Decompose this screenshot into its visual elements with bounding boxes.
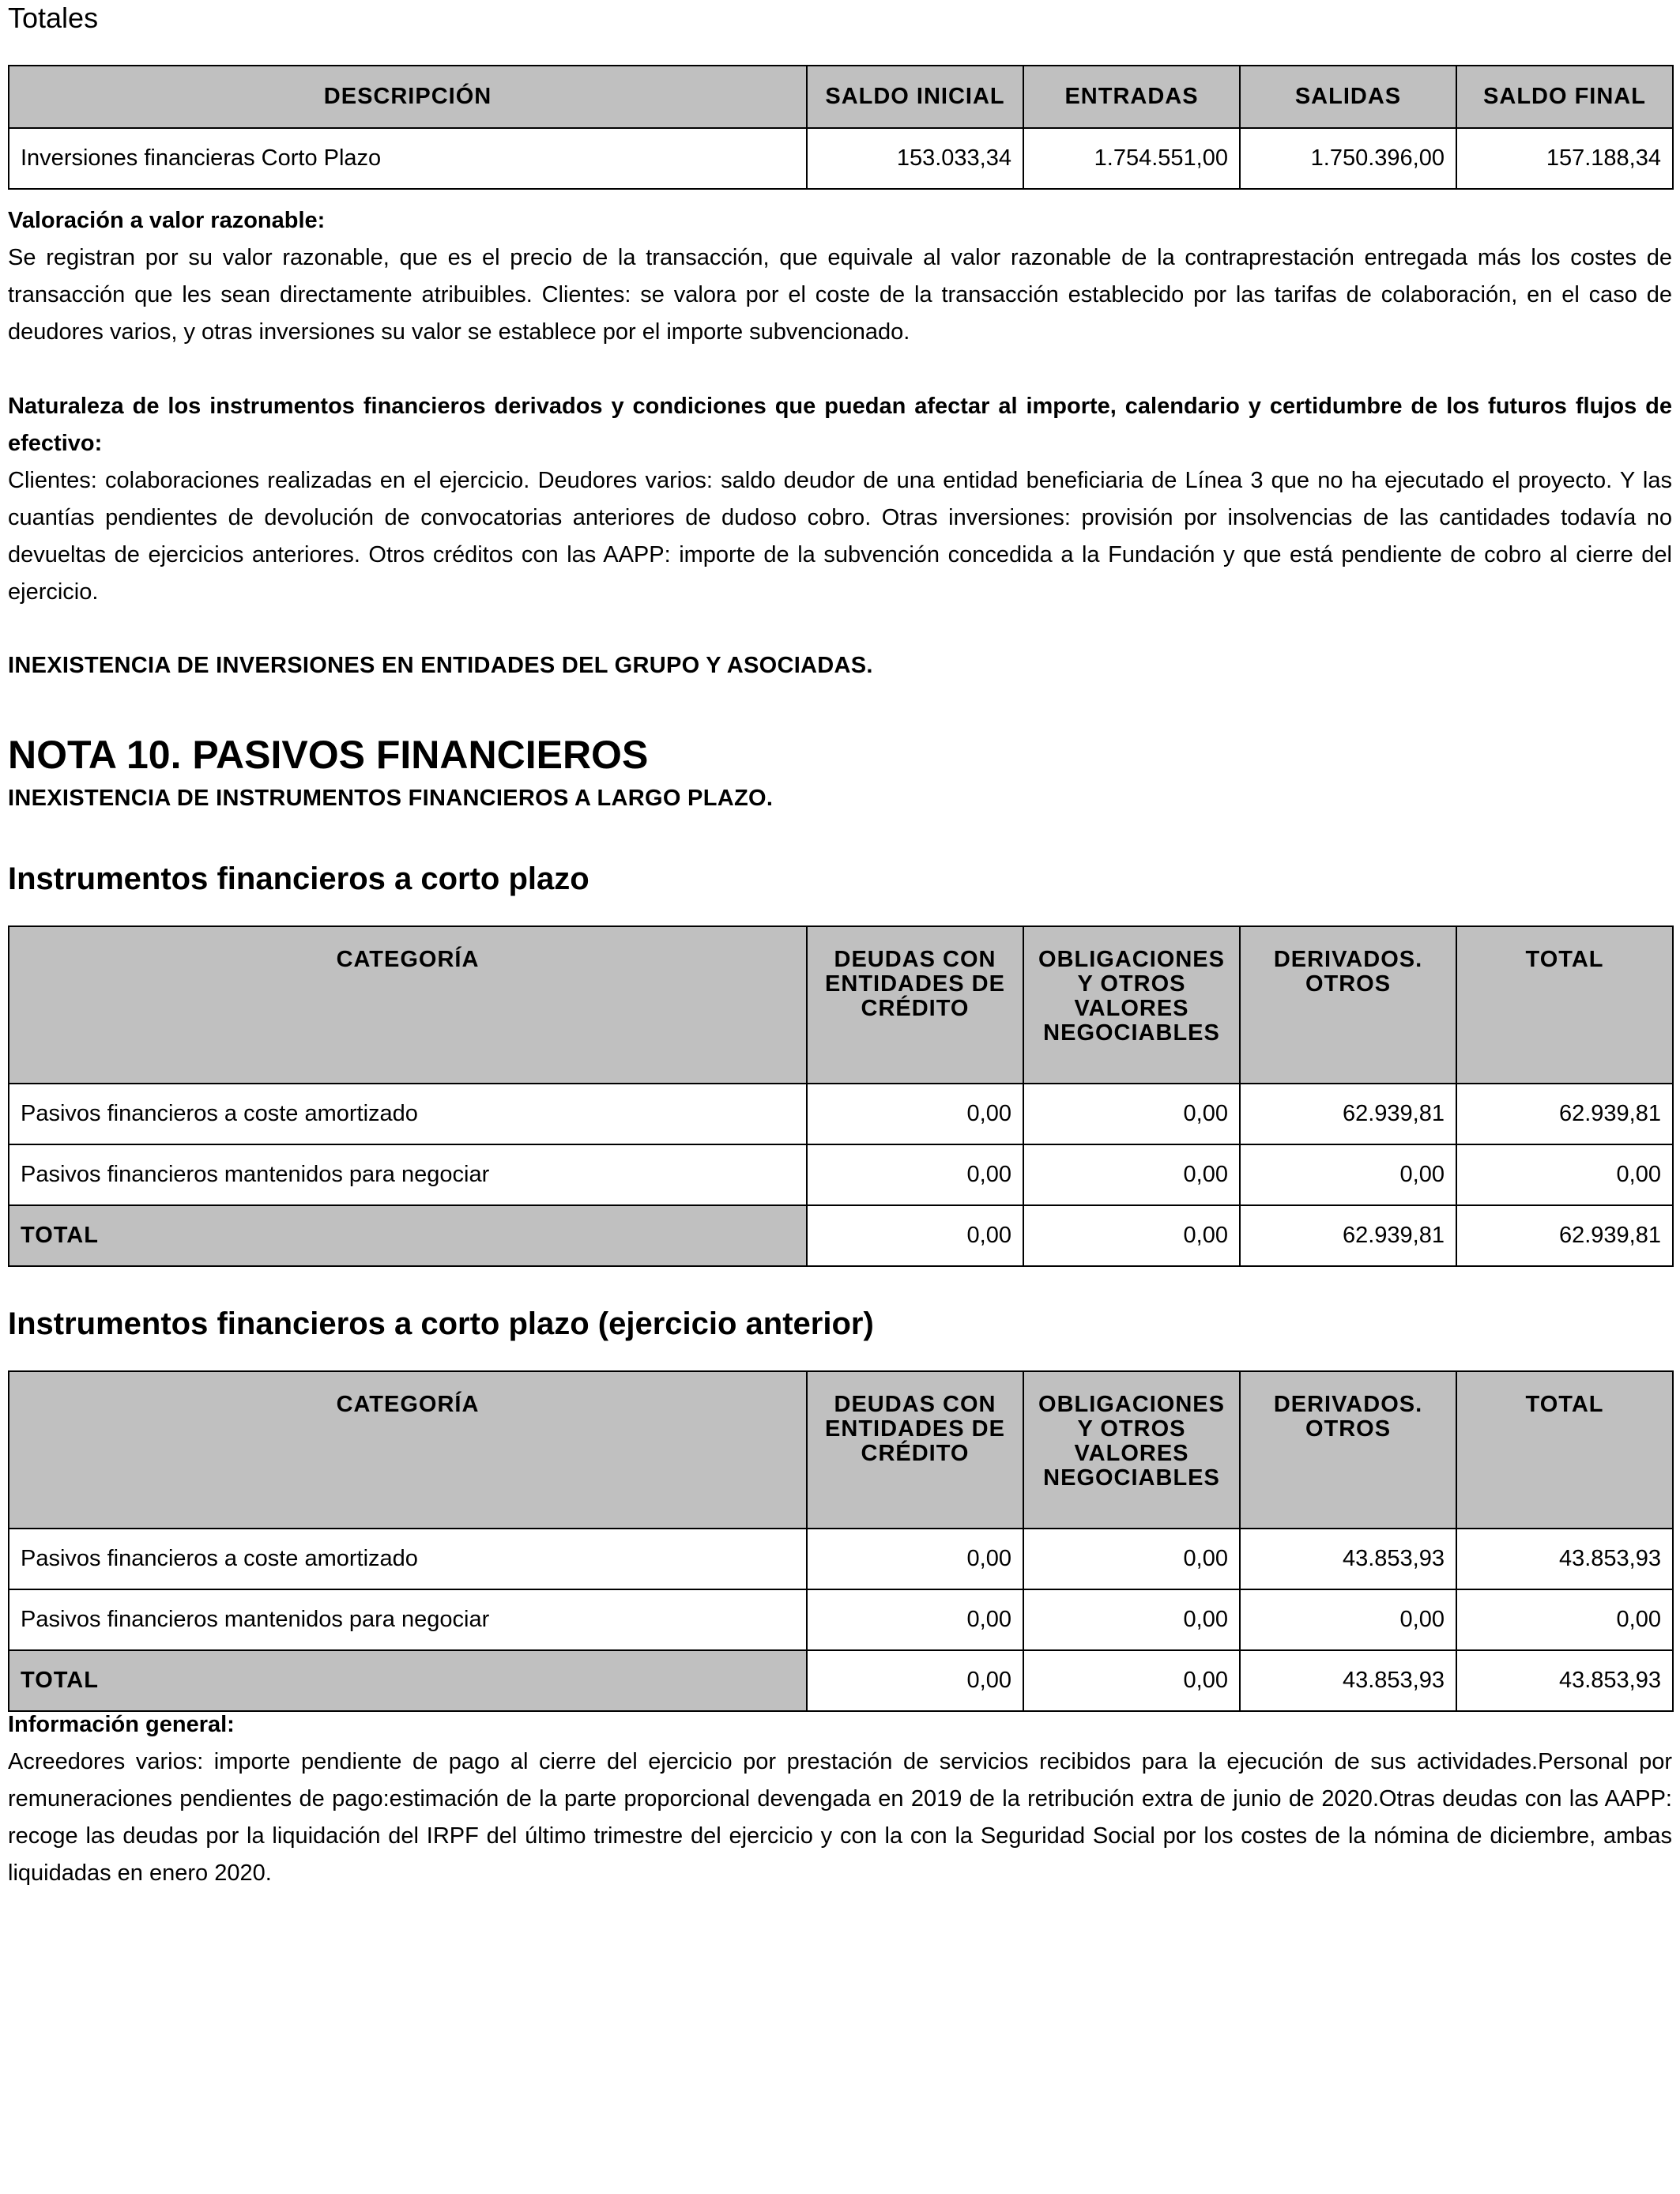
row-label: Pasivos financieros a coste amortizado [9, 1529, 807, 1589]
info-general-section [8, 1706, 1672, 1892]
cell-value: 0,00 [1240, 1144, 1456, 1205]
cell-value: 1.754.551,00 [1023, 128, 1240, 189]
cell-value: 0,00 [807, 1084, 1023, 1144]
cell-value: 0,00 [1023, 1589, 1240, 1650]
naturaleza-body: Clientes: colaboraciones realizadas en el ejercicio. Deudores varios: saldo deudor de una entidad beneficiaria de Línea 3 que no ha ejecutado el proyecto. Y las cuantías pendientes de devolución de convocatorias anteriores de dudoso cobro. Otras inversiones: provisión por insolvencias de las cantidades todavía no devueltas de ejercicios anteriores. Otros créditos con las AAPP: importe de la subvención concedida a la Fundación y que está pendiente de cobro al cierre del ejercicio. [8, 468, 1672, 605]
cell-value: 0,00 [1023, 1650, 1240, 1711]
cell-value: 157.188,34 [1456, 128, 1673, 189]
valoracion-body: Se registran por su valor razonable, que es el precio de la transacción, que equivale al valor razonable de la contraprestación entregada más los costes de transacción que les sean directamente atribuibles. Clientes: se valora por el coste de la transacción establecido por las tarifas de colaboración, en el caso de deudores varios, y otras inversiones su valor se establece por el importe subvencionado. [8, 245, 1672, 345]
corto-plazo-anterior-title: Instrumentos financieros a corto plazo (ejercicio anterior) [8, 1306, 874, 1341]
header-cell: DERIVADOS. OTROS [1240, 1371, 1456, 1529]
header-cell: SALDO FINAL [1456, 66, 1673, 128]
row-label: Inversiones financieras Corto Plazo [9, 128, 807, 189]
table-row [9, 1529, 1673, 1589]
table-row [9, 1144, 1673, 1205]
nota10-title: NOTA 10. PASIVOS FINANCIEROS [8, 733, 649, 777]
corto-plazo-anterior-table [8, 1370, 1674, 1712]
table-row [9, 128, 1673, 189]
header-cell: DERIVADOS. OTROS [1240, 926, 1456, 1084]
section-title-totales: Totales [8, 2, 99, 34]
cell-value: 0,00 [807, 1589, 1023, 1650]
row-label: Pasivos financieros a coste amortizado [9, 1084, 807, 1144]
naturaleza-section [8, 388, 1672, 611]
cell-value: 62.939,81 [1240, 1205, 1456, 1266]
cell-value: 0,00 [1456, 1144, 1673, 1205]
cell-value: 0,00 [1023, 1529, 1240, 1589]
table-header-row [9, 1371, 1673, 1529]
cell-value: 62.939,81 [1456, 1205, 1673, 1266]
cell-value: 62.939,81 [1240, 1084, 1456, 1144]
total-label: TOTAL [9, 1205, 807, 1266]
header-cell: CATEGORÍA [9, 926, 807, 1084]
inexistencia-lp-note: INEXISTENCIA DE INSTRUMENTOS FINANCIEROS A LARGO PLAZO. [8, 786, 774, 811]
cell-value: 43.853,93 [1456, 1529, 1673, 1589]
cell-value: 62.939,81 [1456, 1084, 1673, 1144]
header-cell: DEUDAS CON ENTIDADES DE CRÉDITO [807, 926, 1023, 1084]
cell-value: 153.033,34 [807, 128, 1023, 189]
header-cell: OBLIGACIONES Y OTROS VALORES NEGOCIABLES [1023, 926, 1240, 1084]
corto-plazo-title: Instrumentos financieros a corto plazo [8, 861, 590, 896]
cell-value: 0,00 [1456, 1589, 1673, 1650]
corto-plazo-table [8, 925, 1674, 1267]
cell-value: 0,00 [1240, 1589, 1456, 1650]
totales-table [8, 65, 1674, 190]
cell-value: 0,00 [807, 1529, 1023, 1589]
cell-value: 0,00 [807, 1205, 1023, 1266]
cell-value: 0,00 [1023, 1144, 1240, 1205]
header-cell: TOTAL [1456, 926, 1673, 1084]
table-header-row [9, 66, 1673, 128]
valoracion-section [8, 202, 1672, 351]
header-cell: SALDO INICIAL [807, 66, 1023, 128]
table-total-row [9, 1650, 1673, 1711]
cell-value: 0,00 [807, 1650, 1023, 1711]
cell-value: 43.853,93 [1240, 1529, 1456, 1589]
valoracion-heading: Valoración a valor razonable: [8, 208, 326, 233]
cell-value: 1.750.396,00 [1240, 128, 1456, 189]
cell-value: 43.853,93 [1456, 1650, 1673, 1711]
header-cell: ENTRADAS [1023, 66, 1240, 128]
total-label: TOTAL [9, 1650, 807, 1711]
header-cell: TOTAL [1456, 1371, 1673, 1529]
cell-value: 0,00 [1023, 1084, 1240, 1144]
info-general-heading: Información general: [8, 1712, 235, 1737]
header-cell: DEUDAS CON ENTIDADES DE CRÉDITO [807, 1371, 1023, 1529]
naturaleza-heading: Naturaleza de los instrumentos financieros derivados y condiciones que puedan afectar al importe, calendario y certidumbre de los futuros flujos de efectivo: [8, 394, 1672, 456]
cell-value: 43.853,93 [1240, 1650, 1456, 1711]
cell-value: 0,00 [807, 1144, 1023, 1205]
info-general-body: Acreedores varios: importe pendiente de pago al cierre del ejercicio por prestación de servicios recibidos para la ejecución de sus actividades.Personal por remuneraciones pendientes de pago:estimación de la parte proporcional devengada en 2019 de la retribución extra de junio de 2020.Otras deudas con las AAPP: recoge las deudas por la liquidación del IRPF del último trimestre del ejercicio y con la con la Seguridad Social por los costes de la nómina de diciembre, ambas liquidadas en enero 2020. [8, 1749, 1672, 1886]
header-cell: OBLIGACIONES Y OTROS VALORES NEGOCIABLES [1023, 1371, 1240, 1529]
header-cell: CATEGORÍA [9, 1371, 807, 1529]
cell-value: 0,00 [1023, 1205, 1240, 1266]
inexistencia-grupo-note: INEXISTENCIA DE INVERSIONES EN ENTIDADES DEL GRUPO Y ASOCIADAS. [8, 653, 873, 678]
table-total-row [9, 1205, 1673, 1266]
header-cell: DESCRIPCIÓN [9, 66, 807, 128]
header-cell: SALIDAS [1240, 66, 1456, 128]
row-label: Pasivos financieros mantenidos para negociar [9, 1144, 807, 1205]
row-label: Pasivos financieros mantenidos para negociar [9, 1589, 807, 1650]
table-header-row [9, 926, 1673, 1084]
table-row [9, 1084, 1673, 1144]
table-row [9, 1589, 1673, 1650]
